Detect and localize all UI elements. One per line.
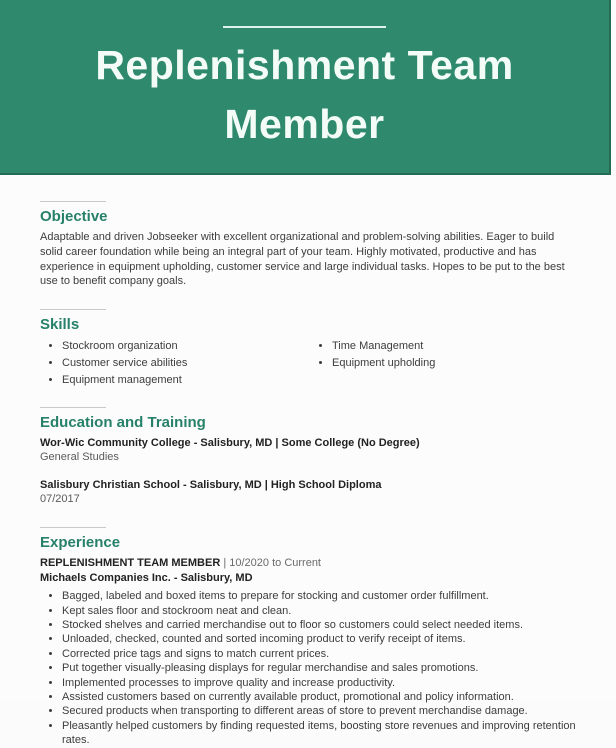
job-company: Michaels Companies Inc. - Salisbury, MD xyxy=(40,572,253,585)
job-bullet: • Kept sales floor and stockroom neat and clean. xyxy=(62,604,576,618)
skill-item: • Equipment upholding xyxy=(332,355,435,372)
skills-list-right xyxy=(310,338,435,389)
skills-heading: Skills xyxy=(40,316,80,334)
skills-section-divider xyxy=(40,309,106,310)
job-bullet: • Implemented processes to improve quality and increase productivity. xyxy=(62,676,576,690)
skill-item: • Time Management xyxy=(332,338,435,355)
experience-heading: Experience xyxy=(40,534,121,552)
objective-heading: Objective xyxy=(40,208,108,225)
job-bullet-list xyxy=(40,589,576,747)
job-bullet: • Bagged, labeled and boxed items to prepare for stocking and customer order fulfillment. xyxy=(62,589,576,603)
job-title-line xyxy=(40,556,576,570)
education-entry xyxy=(40,436,576,465)
job-bullet: • Stocked shelves and carried merchandise out to floor so customers could select needed items. xyxy=(62,618,576,632)
job-dates: 10/2020 to Current xyxy=(229,557,321,570)
education-entry-subtitle: 07/2017 xyxy=(40,493,80,506)
skill-item: • Customer service abilities xyxy=(62,355,310,372)
job-bullet: • Put together visually-pleasing displays for regular merchandise and sales promotions. xyxy=(62,661,576,675)
skills-columns xyxy=(40,338,576,389)
banner-decorative-rule xyxy=(223,26,386,28)
job-bullet: • Pleasantly helped customers by finding requested items, boosting store revenues and improving retention rates. xyxy=(62,719,576,748)
experience-section-divider xyxy=(40,527,106,528)
job-bullet: • Secured products when transporting to different areas of store to prevent merchandise damage. xyxy=(62,704,576,718)
education-section-divider xyxy=(40,407,106,408)
job-bullet: • Unloaded, checked, counted and sorted incoming product to verify receipt of items. xyxy=(62,632,576,646)
education-entry xyxy=(40,478,576,507)
job-bullet: • Assisted customers based on currently available product, promotional and policy information. xyxy=(62,690,576,704)
objective-section-divider xyxy=(40,201,106,202)
resume-body xyxy=(0,201,616,748)
education-entry-title: Wor-Wic Community College - Salisbury, MD | Some College (No Degree) xyxy=(40,437,420,450)
skill-item: • Stockroom organization xyxy=(62,338,310,355)
education-heading: Education and Training xyxy=(40,414,206,432)
job-dates-separator: | xyxy=(223,557,227,570)
job-title: REPLENISHMENT TEAM MEMBER xyxy=(40,557,221,570)
resume-banner xyxy=(0,0,611,175)
objective-text: Adaptable and driven Jobseeker with excellent organizational and problem-solving abilities. Eager to build solid career foundation while being an integral part of your team. Highly motivated, productive and has experience in equipment upholding, customer service and large individual tasks. Hopes to be put to the best use to benefit company goals. xyxy=(40,231,565,288)
skills-list-left xyxy=(40,338,310,389)
education-entry-subtitle: General Studies xyxy=(40,451,119,464)
education-entry-title: Salisbury Christian School - Salisbury, MD | High School Diploma xyxy=(40,479,382,492)
job-bullet: • Corrected price tags and signs to match current prices. xyxy=(62,647,576,661)
skill-item: • Equipment management xyxy=(62,372,310,389)
resume-title: Replenishment Team Member xyxy=(95,42,514,147)
